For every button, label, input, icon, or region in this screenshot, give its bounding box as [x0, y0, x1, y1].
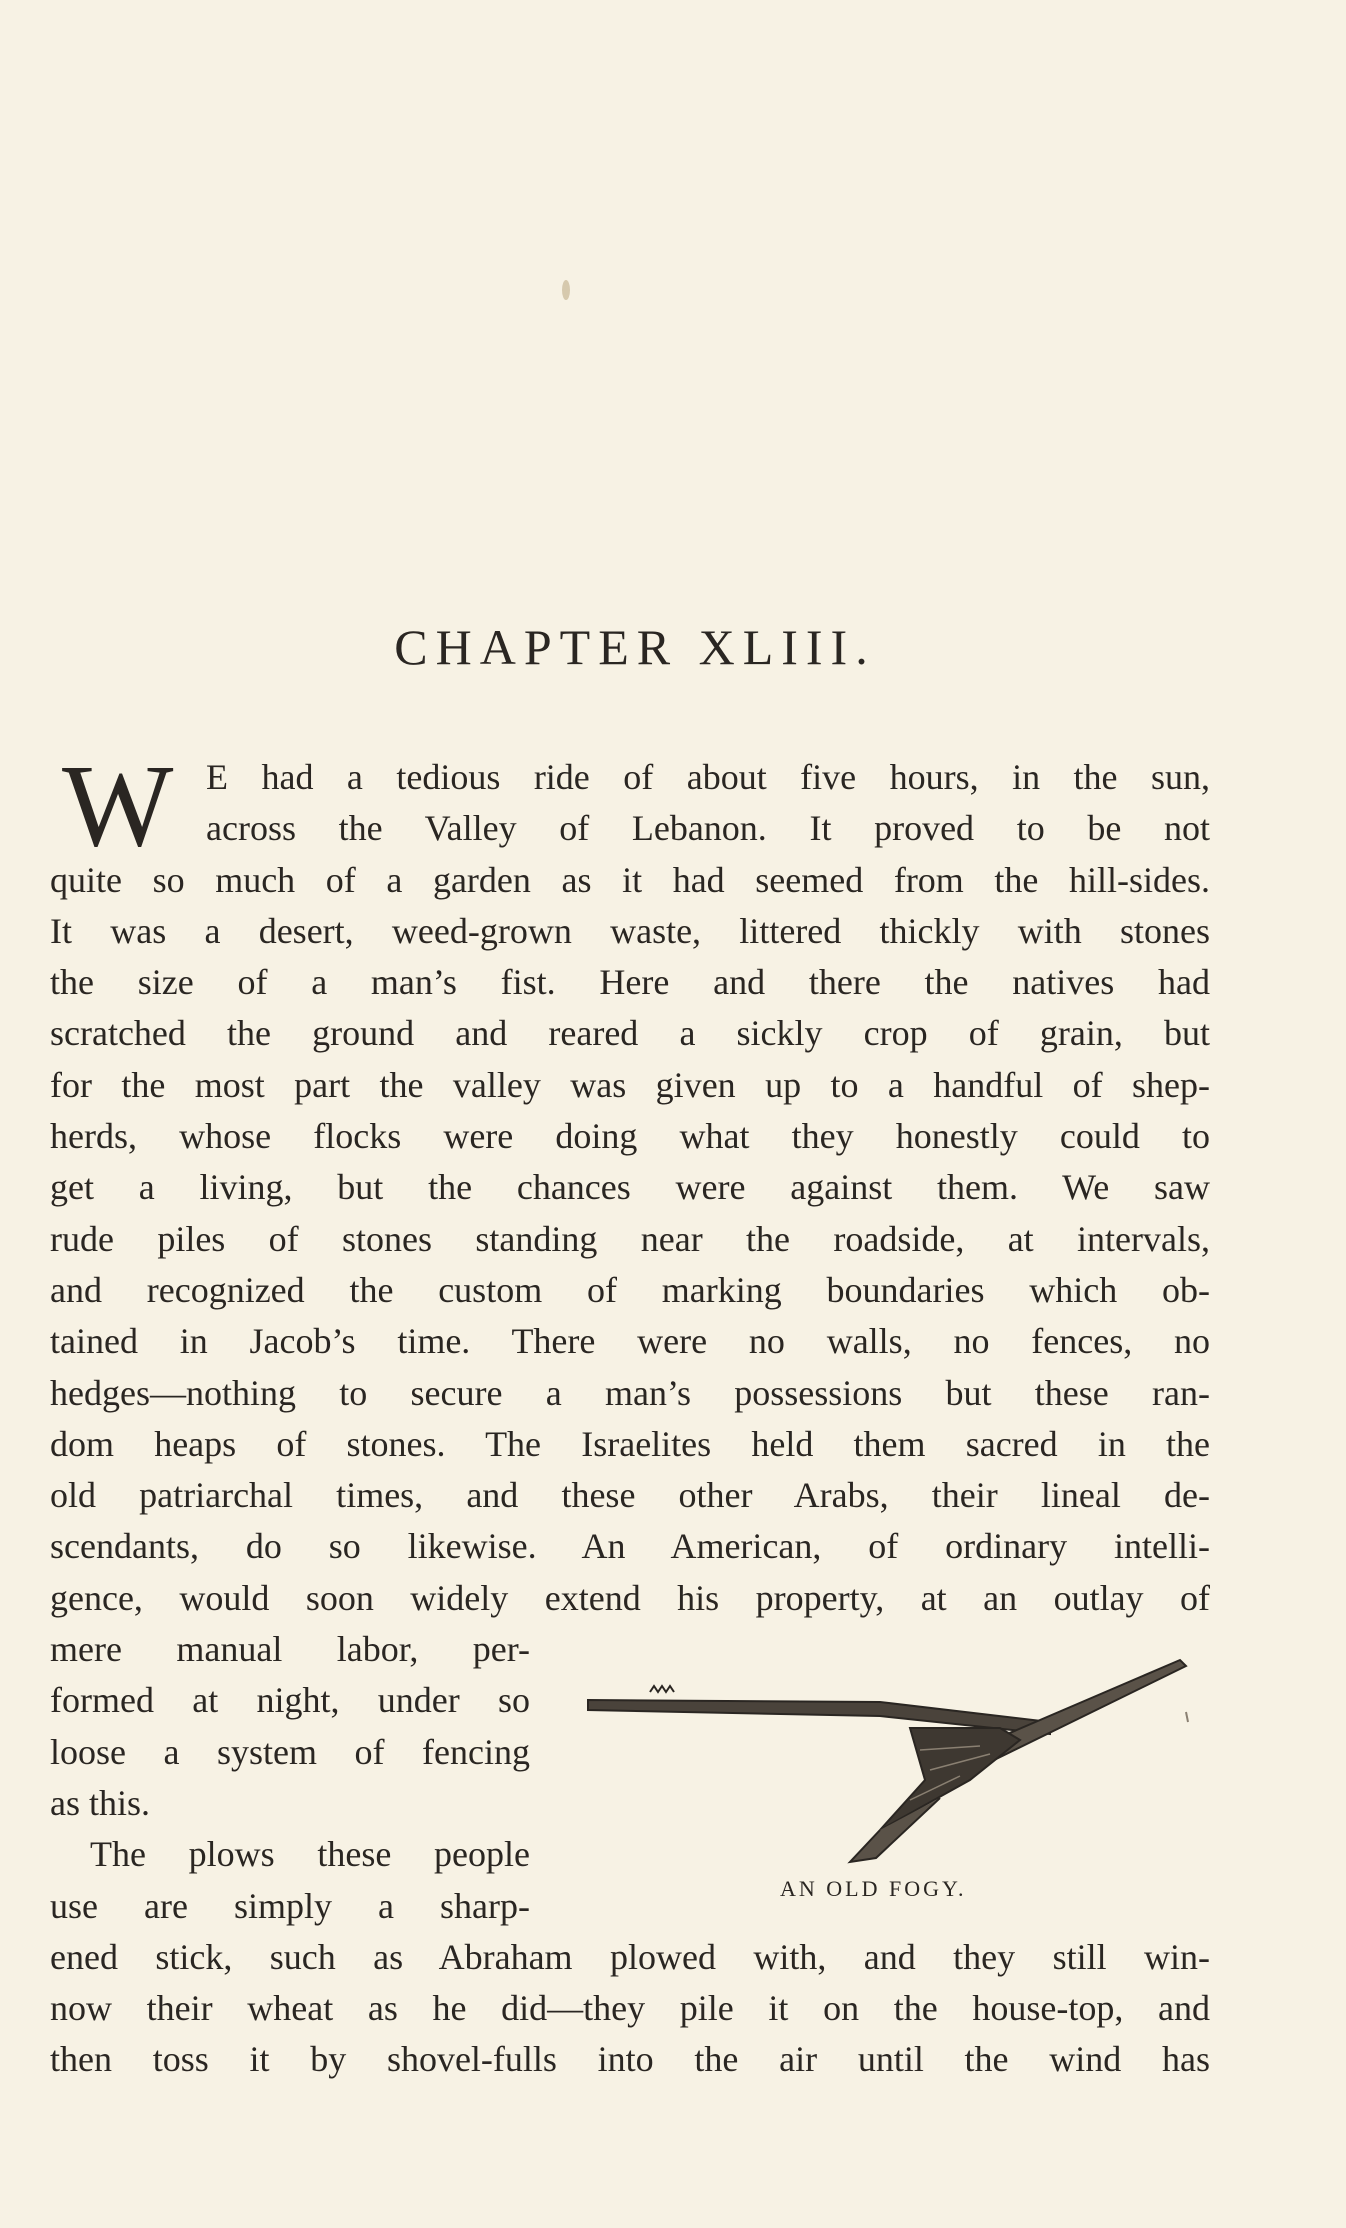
text-line: formed at night, under so [50, 1680, 530, 1721]
text-line: mere manual labor, per- [50, 1629, 530, 1670]
text-line: now their wheat as he did—they pile it on the house-top, and [50, 1988, 1210, 2029]
text-line: ened stick, such as Abraham plowed with, and they still win- [50, 1936, 1210, 1977]
text-line: It was a desert, weed-grown waste, littered thickly with stones [50, 910, 1210, 951]
text-line: and recognized the custom of marking boundaries which ob- [50, 1269, 1210, 1310]
text-line: then toss it by shovel-fulls into the air until the wind has [50, 2039, 1210, 2080]
text-line: old patriarchal times, and these other Arabs, their lineal de- [50, 1475, 1210, 1516]
text-line: across the Valley of Lebanon. It proved to be not [206, 808, 1210, 849]
text-line: gence, would soon widely extend his property, at an outlay of [50, 1577, 1210, 1618]
paper-speck [562, 280, 570, 300]
text-line: The plows these people [90, 1834, 530, 1875]
text-line: tained in Jacob’s time. There were no walls, no fences, no [50, 1321, 1210, 1362]
text-line: E had a tedious ride of about five hours, in the sun, [206, 757, 1210, 797]
chapter-title: CHAPTER XLIII. [394, 619, 876, 675]
text-line: scendants, do so likewise. An American, of ordinary intelli- [50, 1526, 1210, 1567]
plow-illustration [580, 1630, 1220, 1900]
text-line: hedges—nothing to secure a man’s possessions but these ran- [50, 1372, 1210, 1413]
text-line: dom heaps of stones. The Israelites held them sacred in the [50, 1423, 1210, 1464]
text-line: rude piles of stones standing near the roadside, at intervals, [50, 1218, 1210, 1259]
text-line: quite so much of a garden as it had seemed from the hill-sides. [50, 859, 1210, 900]
text-line: use are simply a sharp- [50, 1885, 530, 1926]
text-line: herds, whose flocks were doing what they honestly could to [50, 1116, 1210, 1157]
drop-cap: W [62, 740, 174, 871]
text-line: get a living, but the chances were against them. We saw [50, 1167, 1210, 1208]
plow-share [880, 1728, 1020, 1830]
figure-caption: AN OLD FOGY. [780, 1876, 967, 1901]
text-line: the size of a man’s fist. Here and there the natives had [50, 962, 1210, 1003]
text-line: as this. [50, 1782, 151, 1823]
text-line: loose a system of fencing [50, 1731, 530, 1772]
text-line: for the most part the valley was given up to a handful of shep- [50, 1064, 1210, 1105]
text-line: scratched the ground and reared a sickly crop of grain, but [50, 1013, 1210, 1054]
